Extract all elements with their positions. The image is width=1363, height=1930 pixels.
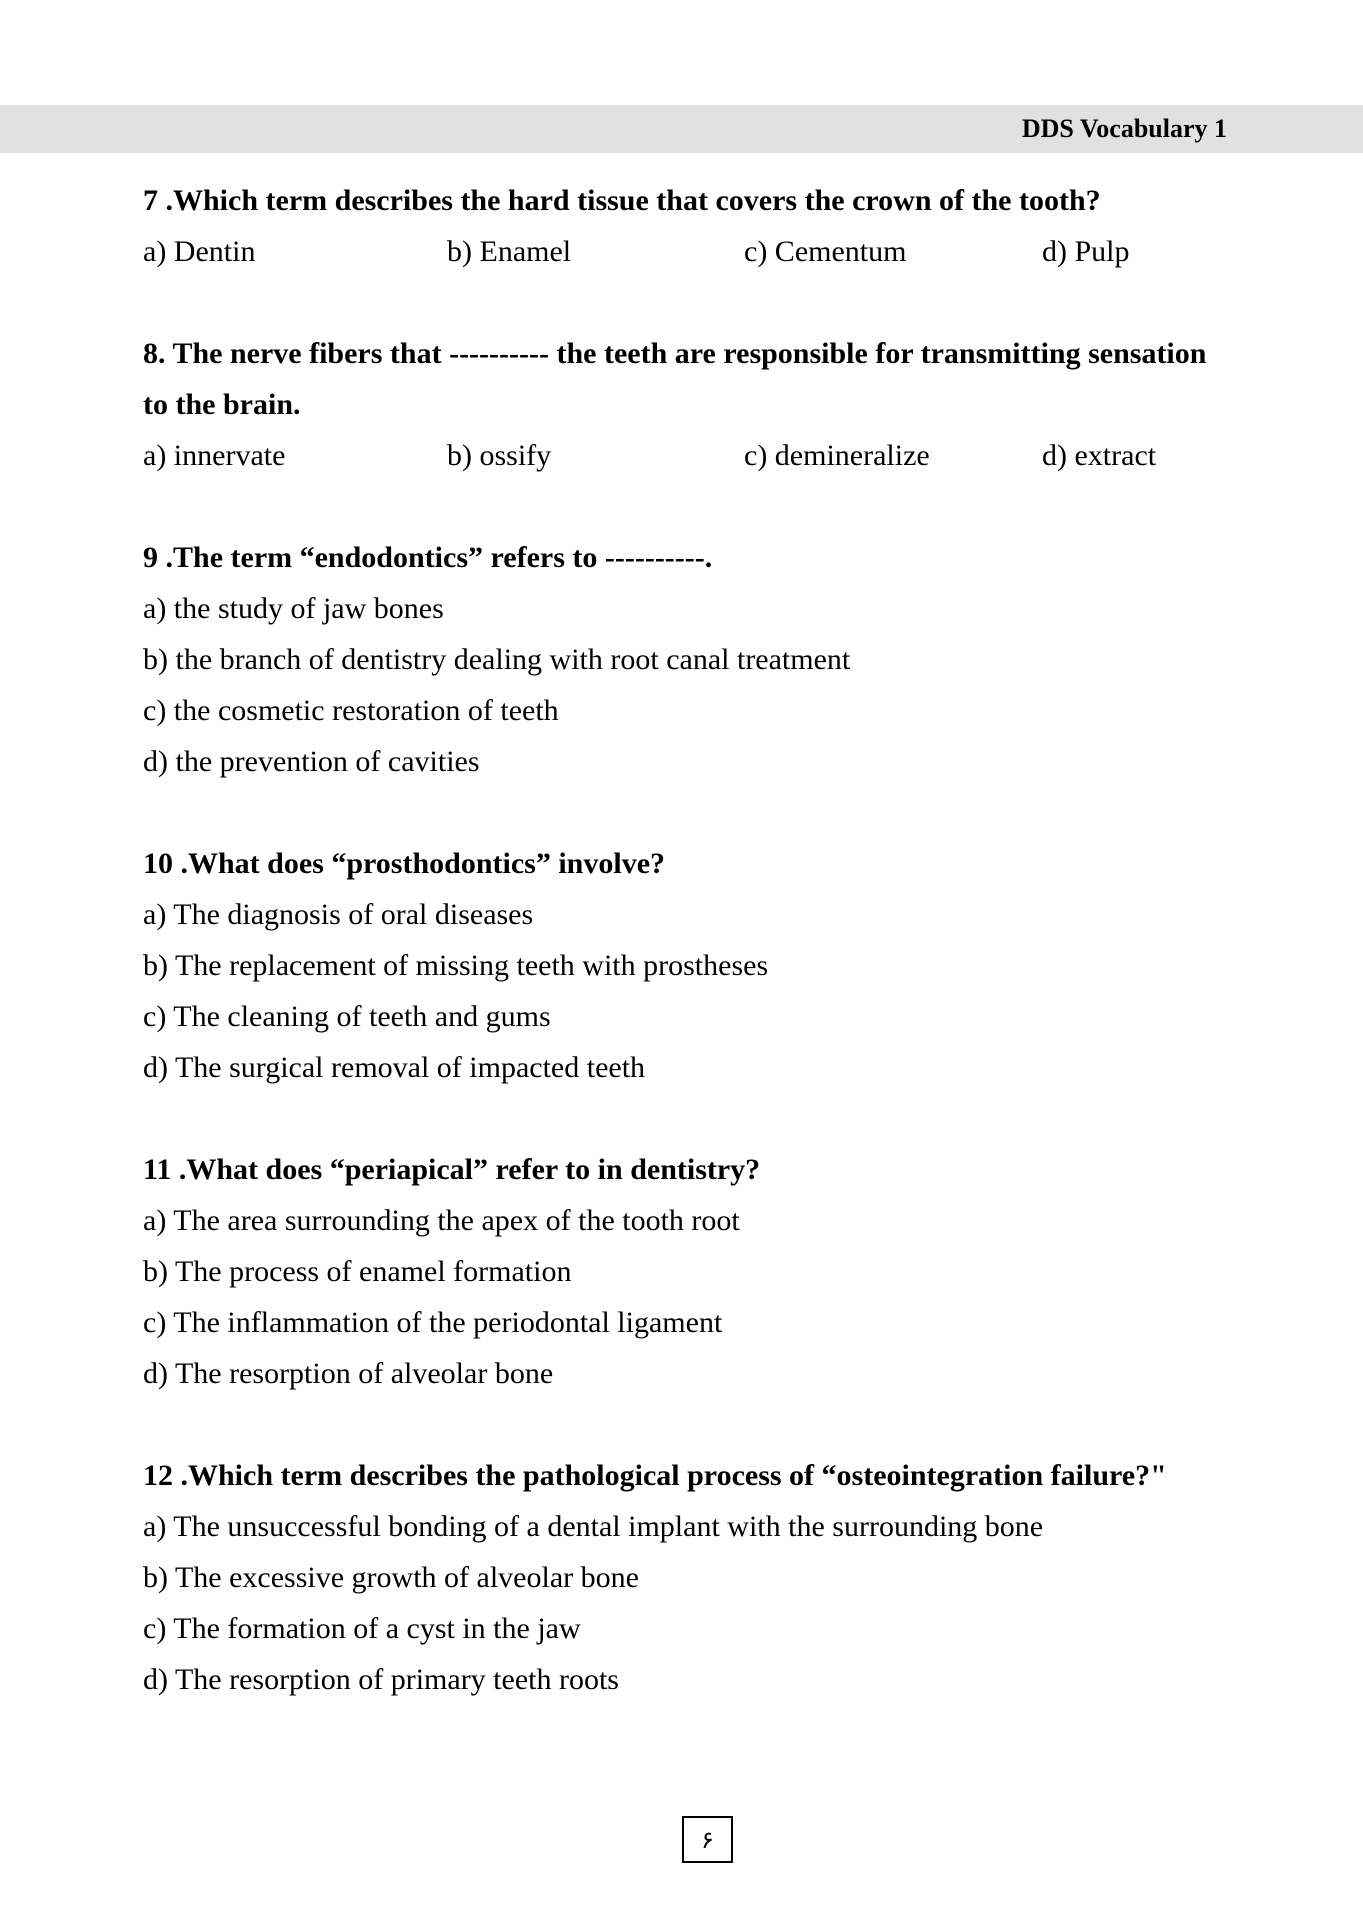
option-c: c) the cosmetic restoration of teeth: [143, 694, 559, 727]
option-d: d) extract: [1042, 439, 1157, 472]
header-band: [0, 105, 1363, 153]
question-10: [143, 838, 1273, 1093]
option-c: c) The cleaning of teeth and gums: [143, 1000, 551, 1033]
option-d: d) Pulp: [1042, 235, 1130, 268]
question-8: [143, 328, 1273, 481]
option-b: b) Enamel: [447, 235, 572, 268]
page-title: DDS Vocabulary 1: [1021, 114, 1227, 143]
option-a: a) Dentin: [143, 235, 256, 268]
question-text: 10 .What does “prosthodontics” involve?: [143, 847, 666, 880]
option-b: b) ossify: [447, 439, 552, 472]
option-b: b) The excessive growth of alveolar bone: [143, 1561, 639, 1594]
option-a: a) The diagnosis of oral diseases: [143, 898, 534, 931]
page-number-box: [682, 1816, 733, 1863]
option-c: c) The inflammation of the periodontal ligament: [143, 1306, 723, 1339]
question-text-line-2: to the brain.: [143, 388, 301, 421]
option-a: a) the study of jaw bones: [143, 592, 444, 625]
page-number: ۶: [701, 1825, 714, 1854]
option-c: c) Cementum: [744, 235, 907, 268]
option-d: d) the prevention of cavities: [143, 745, 480, 778]
question-text: 9 .The term “endodontics” refers to ----------.: [143, 541, 713, 574]
option-d: d) The resorption of primary teeth roots: [143, 1663, 619, 1696]
question-text-line-1: 8. The nerve fibers that ---------- the teeth are responsible for transmitting sensation: [143, 337, 1207, 370]
option-a: a) The unsuccessful bonding of a dental implant with the surrounding bone: [143, 1510, 1044, 1543]
option-b: b) The replacement of missing teeth with prostheses: [143, 949, 769, 982]
question-11: [143, 1144, 1273, 1399]
option-d: d) The surgical removal of impacted teeth: [143, 1051, 646, 1084]
options-row: [143, 226, 1273, 277]
option-a: a) The area surrounding the apex of the tooth root: [143, 1204, 740, 1237]
question-9: [143, 532, 1273, 787]
question-text: 11 .What does “periapical” refer to in dentistry?: [143, 1153, 761, 1186]
option-c: c) demineralize: [744, 439, 930, 472]
option-b: b) The process of enamel formation: [143, 1255, 572, 1288]
question-text: 12 .Which term describes the pathological process of “osteointegration failure?": [143, 1459, 1167, 1492]
question-7: [143, 175, 1273, 277]
question-12: [143, 1450, 1273, 1705]
option-b: b) the branch of dentistry dealing with root canal treatment: [143, 643, 851, 676]
options-row: [143, 430, 1273, 481]
question-text: 7 .Which term describes the hard tissue that covers the crown of the tooth?: [143, 184, 1101, 217]
option-c: c) The formation of a cyst in the jaw: [143, 1612, 581, 1645]
question-list: [143, 175, 1273, 1756]
option-d: d) The resorption of alveolar bone: [143, 1357, 554, 1390]
option-a: a) innervate: [143, 439, 286, 472]
